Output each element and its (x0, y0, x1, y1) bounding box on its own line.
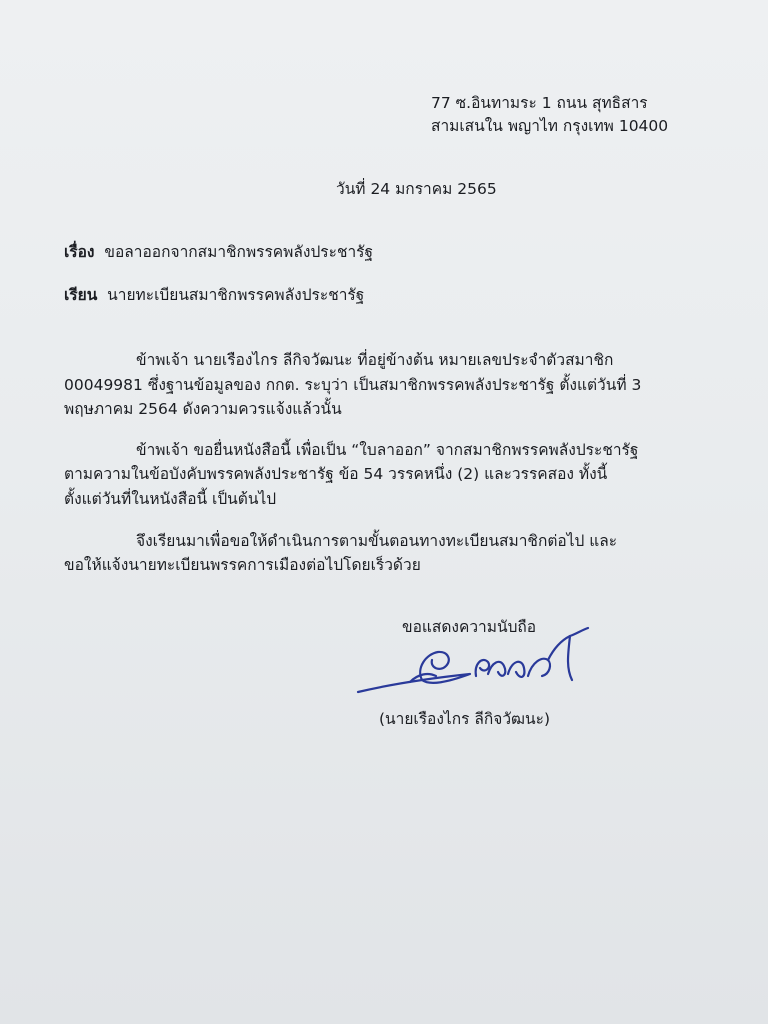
recipient-text: นายทะเบียนสมาชิกพรรคพลังประชารัฐ (107, 286, 365, 304)
address-line-1: 77 ซ.อินทามระ 1 ถนน สุทธิสาร (431, 94, 648, 112)
paragraph-3-line-1: จึงเรียนมาเพื่อขอให้ดำเนินการตามขั้นตอนทางทะเบียนสมาชิกต่อไป และ (136, 532, 618, 550)
recipient-label: เรียน (64, 286, 98, 304)
signatory-name: (นายเรืองไกร ลีกิจวัฒนะ) (379, 710, 550, 728)
closing-text: ขอแสดงความนับถือ (402, 618, 537, 636)
paragraph-2-line-1: ข้าพเจ้า ขอยื่นหนังสือนี้ เพื่อเป็น “ใบลาออก” จากสมาชิกพรรคพลังประชารัฐ (136, 441, 639, 459)
subject-line (64, 241, 373, 263)
recipient-line (64, 284, 364, 306)
paragraph-2-line-2: ตามความในข้อบังคับพรรคพลังประชารัฐ ข้อ 54 วรรคหนึ่ง (2) และวรรคสอง ทั้งนี้ (64, 465, 608, 483)
paragraph-1-line-3: พฤษภาคม 2564 ดังความควรแจ้งแล้วนั้น (64, 400, 342, 418)
address-line-2: สามเสนใน พญาไท กรุงเทพ 10400 (431, 117, 669, 135)
paragraph-3-line-2: ขอให้แจ้งนายทะเบียนพรรคการเมืองต่อไปโดยเร็วด้วย (64, 556, 421, 574)
handwritten-signature (352, 624, 592, 704)
paragraph-1-line-1: ข้าพเจ้า นายเรืองไกร ลีกิจวัฒนะ ที่อยู่ข้างต้น หมายเลขประจำตัวสมาชิก (136, 351, 614, 369)
paragraph-1-line-2: 00049981 ซึ่งฐานข้อมูลของ กกต. ระบุว่า เป็นสมาชิกพรรคพลังประชารัฐ ตั้งแต่วันที่ 3 (64, 376, 642, 394)
subject-text: ขอลาออกจากสมาชิกพรรคพลังประชารัฐ (104, 243, 374, 261)
letter-date: วันที่ 24 มกราคม 2565 (336, 180, 497, 198)
subject-label: เรื่อง (64, 243, 95, 261)
paragraph-2-line-3: ตั้งแต่วันที่ในหนังสือนี้ เป็นต้นไป (64, 490, 277, 508)
